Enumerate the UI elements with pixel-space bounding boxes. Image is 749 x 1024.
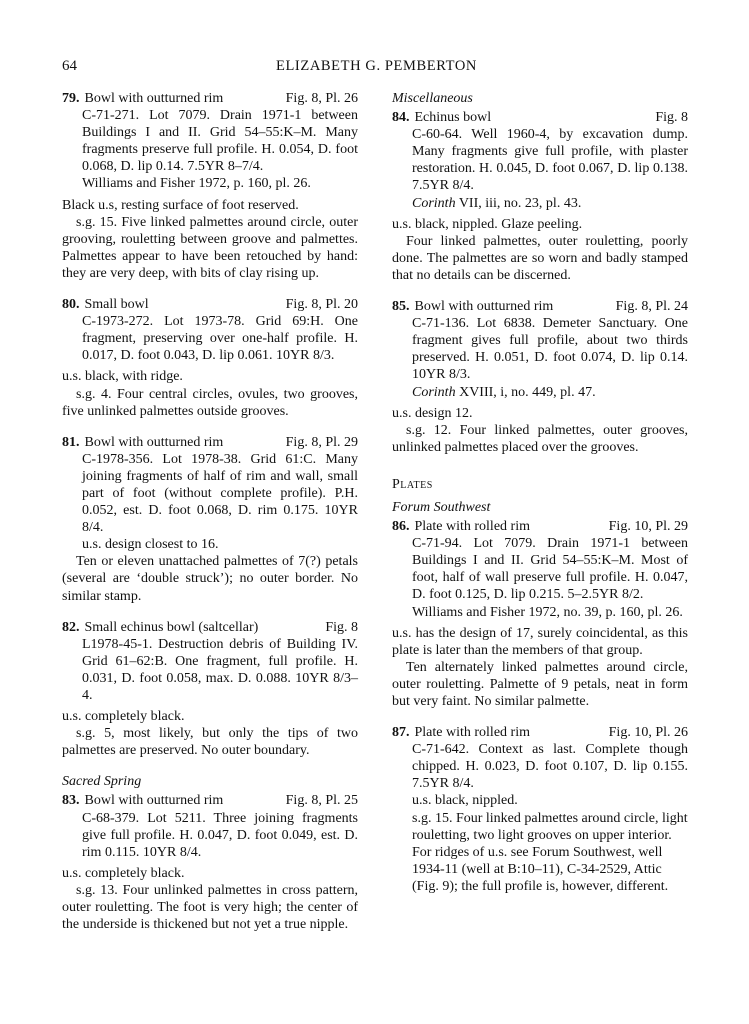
- entry-number: 80.: [62, 297, 80, 313]
- entry-note: u.s. completely black.: [62, 865, 185, 881]
- section-heading-sacred-spring: Sacred Spring: [62, 774, 142, 790]
- right-column: [392, 90, 688, 909]
- entry-note: s.g. 5, most likely, but only the tips of two palmettes are preserved. No outer boundary.: [62, 726, 358, 759]
- entry-figure-ref: Fig. 8, Pl. 24: [615, 299, 688, 315]
- catalog-entry-82: [62, 619, 358, 760]
- entry-description: C-1973-272. Lot 1973-78. Grid 69:H. One fragment, preserving over one-half profile. H. 0.017, D. foot 0.043, D. lip 0.061. 10YR 8/3.: [82, 314, 358, 364]
- entry-number: 86.: [392, 519, 410, 535]
- section-heading-miscellaneous: Miscellaneous: [392, 91, 473, 106]
- entry-figure-ref: Fig. 8: [655, 110, 688, 126]
- entry-note: Four linked palmettes, outer rouletting, poorly done. The palmettes are so worn and badly stamped that no details can be discerned.: [392, 233, 688, 283]
- catalog-entry-79: [62, 90, 358, 282]
- ref-detail: VII, iii, no. 23, pl. 43.: [455, 195, 582, 211]
- corinth-title: Corinth: [412, 195, 456, 211]
- entry-heading: [62, 434, 358, 451]
- entry-heading: [62, 296, 358, 313]
- entry-heading: [62, 792, 358, 809]
- entry-number: 82.: [62, 619, 80, 635]
- page-number: 64: [62, 58, 77, 74]
- entry-note: u.s. completely black.: [62, 709, 185, 725]
- entry-title: Bowl with outturned rim: [84, 793, 224, 809]
- catalog-entry-86: [392, 518, 688, 710]
- entry-note: u.s. black, nippled. Glaze peeling.: [392, 216, 583, 232]
- entry-figure-ref: Fig. 8, Pl. 20: [285, 297, 358, 313]
- entry-title: Bowl with outturned rim: [84, 91, 224, 106]
- catalog-entry-83: [62, 792, 358, 933]
- entry-description: C-71-136. Lot 6838. Demeter Sanctuary. One fragment gives full profile, about two thirds preserved. H. 0.051, D. foot 0.074, D. lip 0.14. 10YR 8/3.: [412, 316, 688, 383]
- entry-heading: [62, 90, 358, 107]
- entry-number: 81.: [62, 434, 80, 450]
- entry-title: Plate with rolled rim: [414, 725, 530, 741]
- entry-title: Small echinus bowl (saltcellar): [84, 619, 259, 635]
- entry-heading: [392, 724, 688, 741]
- running-head: ELIZABETH G. PEMBERTON: [276, 58, 477, 74]
- entry-figure-ref: Fig. 8, Pl. 25: [285, 793, 358, 809]
- entry-figure-ref: Fig. 10, Pl. 29: [608, 519, 688, 535]
- entry-title: Small bowl: [84, 297, 149, 313]
- entry-number: 84.: [392, 110, 410, 126]
- entry-bibliography: [392, 384, 688, 401]
- entry-heading: [62, 619, 358, 636]
- entry-bibliography: Williams and Fisher 1972, p. 160, pl. 26.: [82, 176, 311, 192]
- entry-note: u.s. design 12.: [392, 405, 473, 421]
- entry-note: Ten alternately linked palmettes around circle, outer rouletting. Palmette of 9 petals, neat in form but very faint. No similar palmette.: [392, 659, 688, 709]
- entry-note: Black u.s, resting surface of foot reserved.: [62, 197, 299, 213]
- entry-description: C-68-379. Lot 5211. Three joining fragments give full profile. H. 0.047, D. foot 0.049, est. D. rim 0.115. 10YR 8/4.: [82, 810, 358, 860]
- ref-detail: XVIII, i, no. 449, pl. 47.: [455, 384, 596, 400]
- entry-description: C-71-271. Lot 7079. Drain 1971-1 between Buildings I and II. Grid 54–55:K–M. Many fragments preserve full profile. H. 0.054, D. foot 0.068, D. lip 0.14. 7.5YR 8–7/4.: [82, 108, 358, 175]
- catalog-entry-85: [392, 298, 688, 456]
- entry-note: Ten or eleven unattached palmettes of 7(?) petals (several are ‘double struck’); no outer border. No similar stamp.: [62, 554, 358, 604]
- entry-title: Echinus bowl: [414, 110, 492, 126]
- left-column: [62, 90, 358, 947]
- entry-heading: [392, 298, 688, 315]
- catalog-entry-84: [392, 109, 688, 284]
- entry-design-ref: u.s. design closest to 16.: [82, 537, 219, 553]
- section-heading-forum-southwest: Forum Southwest: [392, 499, 491, 515]
- entry-note: u.s. has the design of 17, surely coincidental, as this plate is later than the members of that group.: [392, 625, 688, 658]
- section-heading-plates: Plates: [392, 476, 433, 492]
- entry-title: Plate with rolled rim: [414, 519, 530, 535]
- entry-note: u.s. black, with ridge.: [62, 369, 183, 385]
- entry-description: C-60-64. Well 1960-4, by excavation dump. Many fragments give full profile, with plaster restoration. H. 0.045, D. foot 0.067, D. lip 0.138. 7.5YR 8/4.: [412, 127, 688, 194]
- entry-figure-ref: Fig. 8, Pl. 29: [285, 434, 358, 450]
- entry-number: 79.: [62, 91, 80, 106]
- entry-heading: [392, 109, 688, 126]
- entry-bibliography: [392, 195, 688, 212]
- catalog-entry-81: [62, 434, 358, 605]
- entry-figure-ref: Fig. 10, Pl. 26: [608, 725, 688, 741]
- entry-note: s.g. 15. Four linked palmettes around circle, light rouletting, two light grooves on upper interior. For ridges of u.s. see Forum Southwest, well 1934-11 (well at B:10–11), C-34-2529, Attic (Fig. 9); the full profile is, however, different.: [412, 810, 688, 894]
- entry-figure-ref: Fig. 8: [325, 619, 358, 635]
- entry-note: s.g. 12. Four linked palmettes, outer grooves, unlinked palmettes placed over the grooves.: [392, 422, 688, 455]
- entry-description: C-1978-356. Lot 1978-38. Grid 61:C. Many joining fragments of half of rim and wall, small part of foot (without complete profile). P.H. 0.052, est. D. foot 0.068, D. rim 0.175. 10YR 8/4.: [82, 451, 358, 536]
- entry-number: 85.: [392, 299, 410, 315]
- entry-title: Bowl with outturned rim: [414, 299, 554, 315]
- entry-number: 83.: [62, 793, 80, 809]
- corinth-title: Corinth: [412, 384, 456, 400]
- entry-design-ref: u.s. black, nippled.: [412, 793, 518, 809]
- catalog-entry-87: [392, 724, 688, 895]
- entry-note: s.g. 15. Five linked palmettes around circle, outer grooving, rouletting between groove and palmettes. Palmettes appear to have been retouched by hand: they are very deep, with bits of clay rising up.: [62, 214, 358, 281]
- entry-description: L1978-45-1. Destruction debris of Building IV. Grid 61–62:B. One fragment, full profile. H. 0.031, D. foot 0.058, max. D. 0.088. 10YR 8/3–4.: [82, 636, 358, 703]
- catalog-entry-80: [62, 296, 358, 420]
- page-header: [62, 58, 691, 78]
- entry-note: s.g. 13. Four unlinked palmettes in cross pattern, outer rouletting. The foot is very high; the center of the underside is thickened but not yet a true nipple.: [62, 882, 358, 933]
- entry-bibliography: Williams and Fisher 1972, no. 39, p. 160, pl. 26.: [412, 604, 683, 620]
- entry-number: 87.: [392, 725, 410, 741]
- entry-heading: [392, 518, 688, 535]
- entry-figure-ref: Fig. 8, Pl. 26: [285, 91, 358, 106]
- entry-note: s.g. 4. Four central circles, ovules, two grooves, five unlinked palmettes outside grooves.: [62, 386, 358, 419]
- entry-description: C-71-94. Lot 7079. Drain 1971-1 between Buildings I and II. Grid 54–55:K–M. Most of foot, half of wall preserve full profile. H. 0.047, D. foot 0.125, D. lip 0.215. 5–2.5YR 8/2.: [412, 536, 688, 603]
- entry-title: Bowl with outturned rim: [84, 434, 224, 450]
- entry-description: C-71-642. Context as last. Complete though chipped. H. 0.023, D. foot 0.107, D. lip 0.155. 7.5YR 8/4.: [412, 742, 688, 792]
